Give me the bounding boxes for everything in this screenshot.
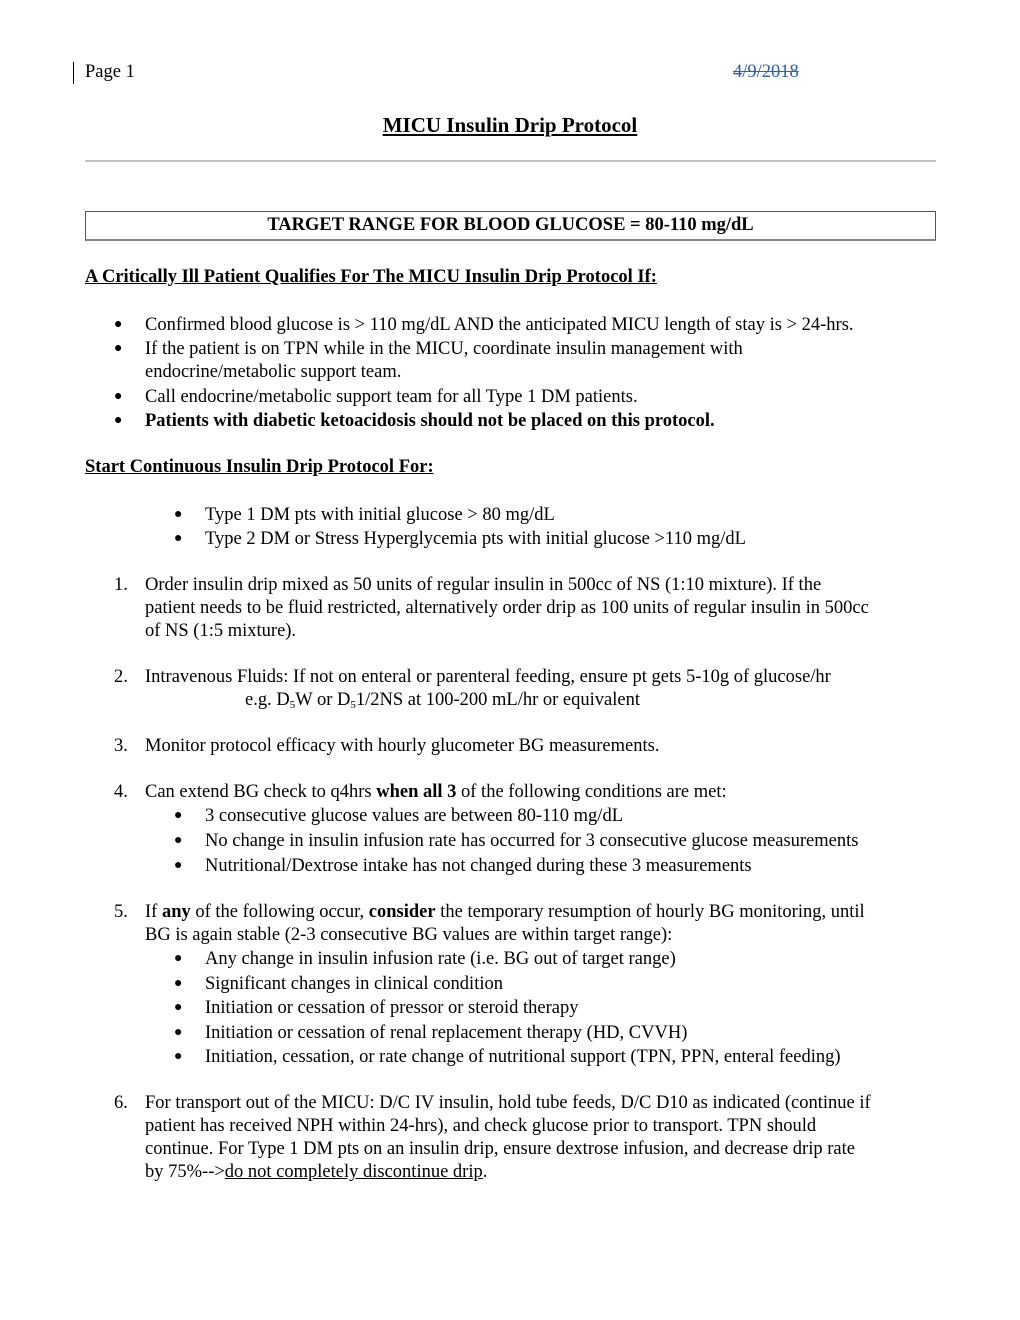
list-item: Significant changes in clinical condition: [205, 974, 503, 994]
bullet-icon: ●: [174, 951, 183, 966]
list-item: Initiation or cessation of renal replacement therapy (HD, CVVH): [205, 1023, 688, 1043]
qualify-heading: A Critically Ill Patient Qualifies For The MICU Insulin Drip Protocol If:: [85, 267, 657, 287]
page-title: MICU Insulin Drip Protocol: [382, 113, 638, 137]
bullet-icon: ●: [174, 976, 183, 991]
list-item: Type 1 DM pts with initial glucose > 80 mg/dL: [205, 505, 555, 525]
subscript: 5: [289, 699, 296, 711]
step-number: 1.: [114, 575, 128, 595]
step-number: 4.: [114, 782, 128, 802]
step-text: of NS (1:5 mixture).: [145, 621, 297, 641]
step-text: continue. For Type 1 DM pts on an insulin drip, ensure dextrose infusion, and decrease drip rate: [145, 1139, 855, 1159]
emphasis: consider: [368, 902, 436, 922]
bullet-icon: ●: [174, 833, 183, 848]
example-text: 1/2NS at 100-200 mL/hr or equivalent: [355, 690, 640, 710]
bullet-icon: ●: [174, 1049, 183, 1064]
step-text: Order insulin drip mixed as 50 units of regular insulin in 500cc of NS (1:10 mixture). If the: [145, 575, 822, 595]
example-text: W or D: [295, 690, 351, 710]
list-item: No change in insulin infusion rate has occurred for 3 consecutive glucose measurements: [205, 831, 859, 851]
text: of the following occur,: [190, 902, 369, 922]
bullet-icon: ●: [174, 1025, 183, 1040]
list-item: Patients with diabetic ketoacidosis should not be placed on this protocol.: [145, 411, 715, 431]
date: 4/9/2018: [733, 62, 799, 82]
bullet-icon: ●: [174, 858, 183, 873]
horizontal-rule: [85, 160, 936, 162]
emphasis: when all 3: [376, 782, 457, 802]
step-number: 6.: [114, 1093, 128, 1113]
list-item: Call endocrine/metabolic support team for all Type 1 DM patients.: [145, 387, 638, 407]
bullet-icon: ●: [114, 413, 123, 428]
text: If: [145, 902, 162, 922]
list-item: If the patient is on TPN while in the MICU, coordinate insulin management with: [145, 339, 743, 359]
step-text: For transport out of the MICU: D/C IV insulin, hold tube feeds, D/C D10 as indicated (continue if: [145, 1093, 871, 1113]
step-text: patient has received NPH within 24-hrs), and check glucose prior to transport. TPN should: [145, 1116, 817, 1136]
step-text: [145, 901, 865, 923]
step-number: 2.: [114, 667, 128, 687]
step-text-example: [245, 689, 640, 716]
list-item: Type 2 DM or Stress Hyperglycemia pts with initial glucose >110 mg/dL: [205, 529, 746, 549]
step-number: 3.: [114, 736, 128, 756]
step-text: patient needs to be fluid restricted, alternatively order drip as 100 units of regular insulin in 500cc: [145, 598, 869, 618]
bullet-icon: ●: [114, 341, 123, 356]
change-bar: [73, 62, 74, 84]
text: of the following conditions are met:: [456, 782, 727, 802]
bullet-icon: ●: [174, 808, 183, 823]
bullet-icon: ●: [114, 389, 123, 404]
step-text: BG is again stable (2-3 consecutive BG values are within target range):: [145, 925, 673, 945]
step-text: [145, 1161, 487, 1183]
list-item: Initiation or cessation of pressor or steroid therapy: [205, 998, 579, 1018]
list-item: 3 consecutive glucose values are between 80-110 mg/dL: [205, 806, 623, 826]
start-heading: Start Continuous Insulin Drip Protocol For:: [85, 457, 434, 477]
bullet-icon: ●: [174, 1000, 183, 1015]
target-range-box: TARGET RANGE FOR BLOOD GLUCOSE = 80-110 mg/dL: [85, 211, 936, 241]
underlined-warning: do not completely discontinue drip: [224, 1162, 483, 1182]
list-item: Initiation, cessation, or rate change of nutritional support (TPN, PPN, enteral feeding): [205, 1047, 841, 1067]
bullet-icon: ●: [114, 317, 123, 332]
subscript: 5: [350, 699, 356, 711]
list-item: Nutritional/Dextrose intake has not changed during these 3 measurements: [205, 856, 752, 876]
step-text: [145, 781, 727, 803]
text: the temporary resumption of hourly BG monitoring, until: [435, 902, 865, 922]
list-item-continued: endocrine/metabolic support team.: [145, 362, 402, 382]
emphasis: any: [161, 902, 191, 922]
text: .: [482, 1162, 488, 1182]
step-text: Monitor protocol efficacy with hourly glucometer BG measurements.: [145, 736, 660, 756]
step-text: Intravenous Fluids: If not on enteral or parenteral feeding, ensure pt gets 5-10g of glucose/hr: [145, 667, 831, 687]
text: Can extend BG check to q4hrs: [145, 782, 377, 802]
page-label: Page 1: [85, 62, 135, 82]
text: by 75%-->: [145, 1162, 225, 1182]
example-text: e.g. D: [245, 690, 290, 710]
bullet-icon: ●: [174, 507, 183, 522]
step-number: 5.: [114, 902, 128, 922]
bullet-icon: ●: [174, 531, 183, 546]
list-item: Any change in insulin infusion rate (i.e. BG out of target range): [205, 949, 676, 969]
list-item: Confirmed blood glucose is > 110 mg/dL AND the anticipated MICU length of stay is > 24-hrs.: [145, 315, 854, 335]
